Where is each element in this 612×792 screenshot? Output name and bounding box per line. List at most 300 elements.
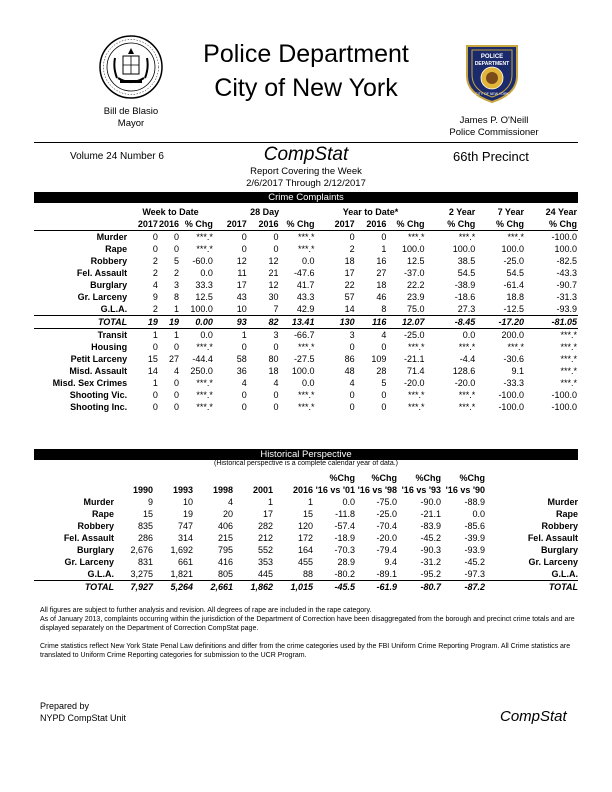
table-cell: -38.9 — [454, 280, 476, 290]
table-cell: 4 — [173, 366, 179, 376]
col-header: 2016 — [258, 219, 279, 229]
table-cell: 28.9 — [337, 557, 355, 567]
table-cell: 80 — [268, 354, 279, 364]
table-row — [34, 341, 578, 353]
table-cell: 38.5 — [457, 256, 476, 266]
table-cell: -12.5 — [503, 304, 524, 314]
table-cell: 0 — [152, 390, 158, 400]
table-cell: 0.0 — [472, 509, 485, 519]
table-cell: 747 — [177, 521, 193, 531]
table-cell: 18 — [376, 280, 387, 290]
table-cell: ***.* — [387, 231, 425, 244]
table-cell: ***.* — [297, 244, 315, 254]
row-label: Fel. Assault — [63, 533, 114, 543]
historical-col-header: 2016 — [292, 485, 313, 495]
table-cell: -21.1 — [420, 509, 441, 519]
table-cell: 46 — [376, 292, 387, 302]
table-cell: -11.8 — [335, 509, 355, 519]
historical-col-header: 1990 — [132, 485, 153, 495]
row-label-right: G.L.A. — [551, 569, 578, 579]
commissioner-name: James P. O'Neill — [459, 115, 529, 126]
group-28-day: 28 Day — [250, 207, 280, 217]
table-cell: 1 — [214, 329, 248, 342]
table-cell: 0 — [315, 231, 355, 244]
table-cell: 4 — [349, 378, 355, 388]
table-row — [34, 508, 578, 520]
table-cell: 10 — [182, 497, 193, 507]
table-cell: ***.* — [525, 329, 578, 342]
table-cell: ***.* — [180, 231, 214, 244]
table-cell: 27.3 — [457, 304, 476, 314]
table-cell: 0.0 — [301, 256, 315, 266]
table-cell: 75.0 — [406, 304, 425, 314]
table-cell: 9.4 — [384, 557, 397, 567]
table-cell: -70.3 — [334, 545, 355, 555]
page-title-line1: Police Department — [203, 40, 409, 68]
table-cell: 200.0 — [476, 329, 525, 342]
table-cell: 0 — [349, 342, 355, 352]
table-cell: 0 — [173, 244, 179, 254]
table-cell: 416 — [217, 557, 233, 567]
table-cell: 57 — [344, 292, 355, 302]
table-row — [34, 496, 578, 508]
table-cell: -75.0 — [376, 497, 397, 507]
table-cell: 130 — [315, 316, 355, 329]
table-cell: -45.2 — [464, 557, 485, 567]
row-label: TOTAL — [34, 581, 114, 594]
table-cell: -85.6 — [464, 521, 485, 531]
table-cell: 282 — [257, 521, 273, 531]
table-cell: 164 — [297, 545, 313, 555]
table-cell: 54.5 — [457, 268, 476, 278]
chg-header-3: %Chg — [415, 473, 441, 483]
table-cell: -90.0 — [420, 497, 441, 507]
table-cell: 12.07 — [387, 316, 425, 329]
group-year-to-date: Year to Date* — [342, 207, 399, 217]
historical-col-header: '16 vs '01 — [315, 485, 355, 495]
row-label: Gr. Larceny — [77, 292, 128, 302]
table-cell: 7,927 — [114, 581, 154, 594]
table-cell: 805 — [217, 569, 233, 579]
table-cell: -4.4 — [459, 354, 476, 364]
table-cell: 22 — [344, 280, 355, 290]
table-cell: ***.* — [458, 402, 476, 412]
table-cell: -33.3 — [503, 378, 524, 388]
group-2-year: 2 Year — [448, 207, 476, 217]
table-cell: -31.2 — [420, 557, 441, 567]
table-cell: 0 — [214, 231, 248, 244]
table-cell: 18 — [344, 256, 355, 266]
table-cell: 1,862 — [234, 581, 274, 594]
table-cell: 3 — [248, 329, 280, 342]
table-cell: -18.6 — [454, 292, 476, 302]
table-cell: ***.* — [476, 231, 525, 244]
col-header: 2017 — [334, 219, 355, 229]
table-cell: 1 — [267, 497, 273, 507]
table-cell: ***.* — [458, 390, 476, 400]
table-cell: -89.1 — [376, 569, 397, 579]
table-cell: 19 — [159, 316, 180, 329]
table-cell: 9 — [152, 292, 158, 302]
table-cell: 17 — [236, 280, 247, 290]
table-cell: ***.* — [297, 390, 315, 400]
table-cell: 15 — [142, 509, 153, 519]
table-cell: 3 — [315, 329, 355, 342]
table-cell: 0 — [349, 390, 355, 400]
row-label-right: Burglary — [540, 545, 578, 555]
table-cell: 0 — [273, 402, 279, 412]
table-cell: 58 — [236, 354, 247, 364]
table-cell: 100.0 — [401, 244, 425, 254]
table-cell: 0.0 — [200, 268, 213, 278]
group-7-year: 7 Year — [497, 207, 524, 217]
table-cell: 1 — [152, 378, 158, 388]
table-cell: 0.00 — [180, 316, 214, 329]
table-cell: 15 — [147, 354, 158, 364]
table-cell: 0 — [349, 402, 355, 412]
table-cell: 4 — [273, 378, 279, 388]
table-cell: 0 — [241, 244, 247, 254]
svg-text:CITY OF NEW YORK: CITY OF NEW YORK — [475, 92, 509, 96]
table-cell: 88 — [302, 569, 313, 579]
table-row — [34, 291, 578, 303]
table-cell: 0 — [248, 231, 280, 244]
table-cell: -97.3 — [464, 569, 485, 579]
table-cell: 16 — [376, 256, 387, 266]
table-cell: 1,821 — [170, 569, 193, 579]
table-cell: 27 — [168, 354, 179, 364]
chg-header-2: %Chg — [371, 473, 397, 483]
table-cell: 15 — [302, 509, 313, 519]
table-cell: 18.8 — [506, 292, 524, 302]
report-covering: Report Covering the Week — [250, 166, 362, 177]
mayor-name: Bill de Blasio — [103, 106, 159, 117]
table-cell: 9.1 — [511, 366, 524, 376]
table-row — [34, 231, 578, 244]
row-label: Shooting Vic. — [69, 390, 128, 400]
table-cell: 18 — [268, 366, 279, 376]
row-label: G.L.A. — [87, 569, 114, 579]
table-cell: 100.0 — [291, 366, 315, 376]
table-cell: 5 — [381, 378, 387, 388]
table-row — [34, 255, 578, 267]
table-row — [34, 556, 578, 568]
col-header: % Chg — [184, 219, 213, 229]
table-cell: 835 — [137, 521, 153, 531]
table-cell: 1,015 — [274, 581, 314, 594]
table-cell: ***.* — [196, 244, 213, 254]
table-cell: 7 — [273, 304, 279, 314]
table-cell: -18.9 — [334, 533, 355, 543]
table-cell: -80.7 — [398, 581, 442, 594]
col-header: % Chg — [447, 219, 476, 229]
historical-col-header: 1993 — [172, 485, 193, 495]
table-cell: 0 — [173, 378, 179, 388]
table-cell: 0 — [356, 231, 388, 244]
table-cell: 212 — [257, 533, 273, 543]
table-row — [34, 353, 578, 365]
table-cell: -45.5 — [314, 581, 356, 594]
table-cell: 2,676 — [130, 545, 153, 555]
footnote-3: Crime statistics reflect New York State Penal Law definitions and differ from the crime categories used by the FBI Uniform Crime Reporting Program. All Crime statistics are translated to Uniform Crime Reporting categories for submission to the UCR Program. — [40, 643, 571, 659]
table-cell: -30.6 — [503, 354, 524, 364]
table-cell: -88.9 — [464, 497, 485, 507]
table-cell: ***.* — [279, 231, 315, 244]
table-cell: 445 — [257, 569, 273, 579]
table-cell: 4 — [227, 497, 233, 507]
table-cell: 661 — [177, 557, 193, 567]
table-cell: ***.* — [458, 342, 476, 352]
row-label: Misd. Sex Crimes — [52, 378, 128, 388]
row-label: G.L.A. — [100, 304, 128, 314]
table-row — [34, 389, 578, 401]
column-header-row — [34, 218, 578, 231]
table-cell: 0 — [273, 244, 279, 254]
table-cell: 43 — [236, 292, 247, 302]
table-cell: -100.0 — [498, 390, 524, 400]
header-divider — [34, 142, 578, 143]
table-cell: 54.5 — [506, 268, 524, 278]
table-cell: 100.0 — [452, 244, 476, 254]
table-cell: -17.20 — [476, 316, 525, 329]
table-cell: -25.0 — [387, 329, 425, 342]
table-cell: 2 — [152, 268, 158, 278]
table-cell: 2 — [152, 304, 158, 314]
table-cell: 100.0 — [554, 244, 577, 254]
table-cell: 3,275 — [130, 569, 153, 579]
table-cell: 2 — [152, 256, 158, 266]
historical-col-header: 2001 — [252, 485, 273, 495]
row-label: Rape — [91, 509, 114, 519]
table-cell: 0 — [173, 390, 179, 400]
row-label-right: TOTAL — [486, 581, 578, 594]
table-cell: -21.1 — [404, 354, 425, 364]
crime-complaints-header: Crime Complaints — [34, 192, 578, 203]
table-cell: 0 — [173, 402, 179, 412]
page-title-line2: City of New York — [214, 74, 398, 102]
svg-text:POLICE: POLICE — [480, 54, 504, 60]
table-cell: 795 — [217, 545, 233, 555]
table-cell: -47.6 — [293, 268, 315, 278]
crime-complaints-table — [34, 206, 578, 413]
table-cell: 0.0 — [342, 497, 355, 507]
table-cell: 82 — [248, 316, 280, 329]
precinct-name: 66th Precinct — [453, 149, 529, 164]
table-cell: 0 — [152, 342, 158, 352]
table-cell: ***.* — [297, 402, 315, 412]
row-label: Shooting Inc. — [70, 402, 128, 412]
table-cell: 215 — [217, 533, 233, 543]
table-cell: -93.9 — [556, 304, 577, 314]
table-cell: 9 — [147, 497, 153, 507]
table-cell: -100.0 — [498, 402, 524, 412]
table-cell: 1 — [159, 329, 180, 342]
mayor-title: Mayor — [117, 118, 145, 129]
row-label-right: Fel. Assault — [527, 533, 578, 543]
row-label: TOTAL — [34, 316, 127, 329]
table-cell: ***.* — [196, 378, 213, 388]
table-cell: 455 — [297, 557, 313, 567]
table-cell: 128.6 — [452, 366, 476, 376]
table-row — [34, 568, 578, 581]
table-cell: 33.3 — [195, 280, 213, 290]
table-cell: 1 — [307, 497, 313, 507]
table-cell: 0 — [241, 402, 247, 412]
historical-table — [34, 472, 578, 593]
table-row — [34, 532, 578, 544]
table-cell: 22.2 — [406, 280, 425, 290]
table-cell: 12.5 — [406, 256, 425, 266]
table-row — [34, 401, 578, 413]
table-row — [34, 267, 578, 279]
table-cell: ***.* — [426, 231, 477, 244]
table-cell: 0.0 — [426, 329, 477, 342]
table-cell: ***.* — [196, 342, 213, 352]
table-cell: 30 — [268, 292, 279, 302]
table-cell: 17 — [344, 268, 355, 278]
table-cell: 1 — [127, 329, 159, 342]
table-cell: -27.5 — [293, 354, 315, 364]
row-label-right: Robbery — [541, 521, 578, 531]
historical-perspective-header: Historical Perspective — [34, 449, 578, 460]
table-cell: -100.0 — [525, 231, 578, 244]
total-row — [34, 581, 578, 594]
table-cell: 0 — [273, 390, 279, 400]
row-label: Burglary — [90, 280, 128, 290]
table-cell: -83.9 — [420, 521, 441, 531]
table-cell: 93 — [214, 316, 248, 329]
table-cell: 10 — [236, 304, 247, 314]
table-cell: 4 — [152, 280, 158, 290]
table-cell: 100.0 — [501, 244, 524, 254]
table-cell: ***.* — [560, 342, 577, 352]
row-label: Robbery — [90, 256, 128, 266]
table-cell: 42.9 — [296, 304, 315, 314]
table-cell: 0.0 — [180, 329, 214, 342]
col-header: 2016 — [158, 219, 179, 229]
table-cell: 286 — [137, 533, 153, 543]
historical-col-header: '16 vs '98 — [357, 485, 397, 495]
footnote-1: All figures are subject to further analysis and revision. All degrees of rape are included in the rape category. — [40, 607, 372, 614]
row-label: Robbery — [77, 521, 114, 531]
table-cell: 19 — [127, 316, 159, 329]
table-row — [34, 520, 578, 532]
table-cell: ***.* — [408, 342, 425, 352]
table-cell: 0 — [381, 342, 387, 352]
row-label-right: Murder — [547, 497, 578, 507]
prepared-by-label: Prepared by — [40, 701, 90, 711]
prepared-by — [40, 700, 126, 724]
table-cell: 250.0 — [190, 366, 213, 376]
table-cell: 0 — [241, 390, 247, 400]
table-cell: -95.2 — [420, 569, 441, 579]
group-24-year: 24 Year — [545, 207, 577, 217]
table-row — [34, 279, 578, 291]
table-cell: -93.9 — [464, 545, 485, 555]
table-cell: 13.41 — [279, 316, 315, 329]
table-cell: -61.4 — [503, 280, 524, 290]
table-cell: ***.* — [196, 402, 213, 412]
table-cell: 0 — [127, 231, 159, 244]
table-cell: -61.9 — [356, 581, 398, 594]
table-cell: 23.9 — [406, 292, 425, 302]
table-cell: -81.05 — [525, 316, 578, 329]
table-cell: 120 — [297, 521, 313, 531]
volume-number: Volume 24 Number 6 — [70, 151, 164, 162]
table-cell: -20.0 — [454, 378, 476, 388]
row-label: Housing — [91, 342, 128, 352]
table-cell: 0 — [173, 342, 179, 352]
table-cell: ***.* — [560, 354, 577, 364]
table-cell: 43.3 — [296, 292, 315, 302]
table-cell: 36 — [236, 366, 247, 376]
table-row — [34, 303, 578, 316]
table-cell: -66.7 — [279, 329, 315, 342]
table-cell: -31.3 — [556, 292, 577, 302]
table-cell: ***.* — [408, 390, 425, 400]
table-cell: 8 — [173, 292, 179, 302]
table-cell: 8 — [381, 304, 387, 314]
row-label-right: Gr. Larceny — [528, 557, 578, 567]
col-header: % Chg — [286, 219, 315, 229]
table-cell: -80.2 — [334, 569, 355, 579]
table-cell: 109 — [371, 354, 387, 364]
table-cell: 0 — [241, 342, 247, 352]
historical-col-header: '16 vs '90 — [445, 485, 485, 495]
table-cell: 0 — [152, 402, 158, 412]
table-cell: 12.5 — [195, 292, 213, 302]
table-cell: 4 — [356, 329, 388, 342]
table-cell: 1,692 — [170, 545, 193, 555]
table-cell: -39.9 — [464, 533, 485, 543]
col-header: 2017 — [137, 219, 158, 229]
row-label: Transit — [34, 329, 127, 342]
table-cell: 17 — [262, 509, 273, 519]
table-cell: -25.0 — [376, 509, 397, 519]
table-cell: 1 — [173, 304, 179, 314]
row-label: Murder — [34, 231, 127, 244]
table-cell: 0 — [381, 390, 387, 400]
total-row — [34, 316, 578, 329]
footnote-2: As of January 2013, complaints occurring within the jurisdiction of the Department of Correction have been disaggregated from the borough and precinct crime totals and are displayed separately on the Department of Correction CompStat page. — [40, 616, 575, 632]
table-cell: 406 — [217, 521, 233, 531]
table-cell: 71.4 — [406, 366, 425, 376]
table-cell: 86 — [344, 354, 355, 364]
table-cell: ***.* — [507, 342, 524, 352]
prepared-by-unit: NYPD CompStat Unit — [40, 713, 127, 723]
table-cell: 11 — [237, 268, 247, 278]
historical-column-header-row — [34, 484, 578, 496]
row-label: Misd. Assault — [69, 366, 128, 376]
table-row — [34, 329, 578, 342]
table-cell: 14 — [147, 366, 158, 376]
historical-note: (Historical perspective is a complete calendar year of data.) — [213, 460, 399, 467]
col-header: % Chg — [549, 219, 577, 229]
table-cell: ***.* — [408, 402, 425, 412]
col-header: 2016 — [366, 219, 387, 229]
table-cell: 100.0 — [190, 304, 213, 314]
table-cell: -20.0 — [404, 378, 425, 388]
table-cell: 12 — [268, 256, 279, 266]
row-label: Petit Larceny — [70, 354, 128, 364]
col-header: % Chg — [495, 219, 524, 229]
compstat-footer-logo: CompStat — [500, 708, 567, 725]
table-cell: 4 — [241, 378, 247, 388]
table-cell: 5,264 — [154, 581, 194, 594]
table-cell: -79.4 — [376, 545, 397, 555]
commissioner-title: Police Commissioner — [449, 127, 539, 138]
table-cell: ***.* — [560, 366, 577, 376]
